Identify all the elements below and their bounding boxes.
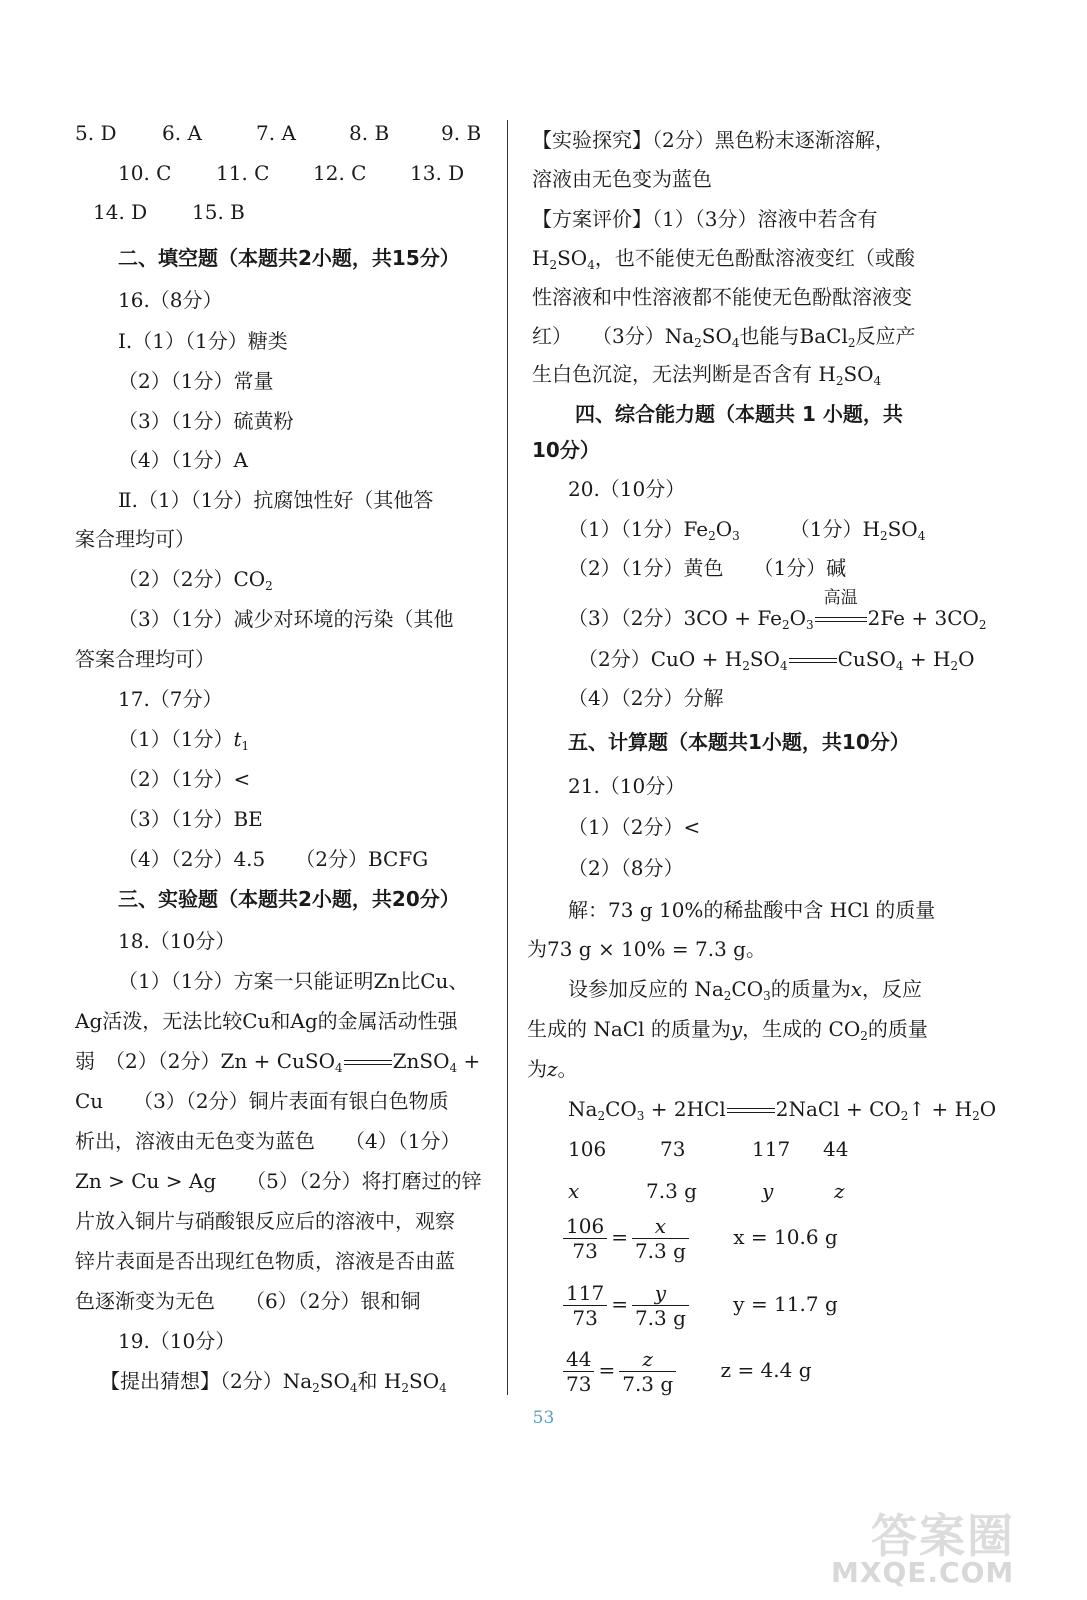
variable: 7.3 g [646, 1179, 697, 1203]
solution-line: 设参加反应的 $Na_2CO_3$的质量为x，反应 [568, 977, 923, 1003]
q16-line: （2）（1分）常量 [118, 369, 274, 393]
section-4-title-cont: 10分） [532, 438, 600, 462]
q21-header: 21.（10分） [568, 774, 686, 798]
q19-line: 【方案评价】（1）（3分）溶液中若含有 [532, 207, 878, 231]
column-divider [507, 120, 508, 1395]
q16-line: （2）（2分）$CO_2$ [118, 567, 273, 593]
q17-line: （3）（1分）BE [118, 807, 263, 831]
section-4-title: 四、综合能力题（本题共 1 小题，共 [575, 402, 903, 426]
q18-line: 色逐渐变为无色 （6）（2分）银和铜 [75, 1289, 421, 1313]
section-5-title: 五、计算题（本题共1小题，共10分） [568, 730, 910, 754]
q16-header: 16.（8分） [118, 288, 223, 312]
solution-line: 为z。 [527, 1057, 578, 1081]
q18-line: Ag活泼，无法比较Cu和Ag的金属活动性强 [75, 1009, 458, 1033]
q20-equation-1: （3）（2分）$3CO + Fe_2O_3$ 高温 $2Fe + 3CO_2$ [568, 588, 987, 632]
q18-header: 18.（10分） [118, 929, 236, 953]
mc-answer-14: 14. D [93, 200, 148, 224]
variable: z [834, 1179, 845, 1203]
q19-line: 红） （3分）$Na_2SO_4$也能与BaCl$_2$反应产 [532, 324, 916, 350]
q19-line: 【实验探究】（2分）黑色粉末逐渐溶解， [532, 128, 895, 152]
mc-answer-15: 15. B [192, 200, 245, 224]
solution-line: 为73 g × 10% = 7.3 g。 [527, 937, 766, 961]
q19-line: 性溶液和中性溶液都不能使无色酚酞溶液变 [532, 285, 912, 309]
mc-answer-7: 7. A [256, 121, 296, 145]
q17-line: （4）（2分）4.5 （2分）BCFG [118, 847, 429, 871]
q17-header: 17.（7分） [118, 687, 223, 711]
q19-header: 19.（10分） [118, 1329, 236, 1353]
mc-answer-12: 12. C [313, 161, 367, 185]
q19-line: $H_2SO_4$，也不能使无色酚酞溶液变红（或酸 [532, 246, 915, 272]
section-2-title: 二、填空题（本题共2小题，共15分） [118, 246, 460, 270]
q18-line: 锌片表面是否出现红色物质，溶液是否由蓝 [75, 1249, 455, 1273]
q16-line: （3）（1分）硫黄粉 [118, 409, 294, 433]
molar-mass: 73 [660, 1137, 686, 1161]
solution-line: 解：73 g 10%的稀盐酸中含 HCl 的质量 [568, 898, 936, 922]
q20-line: （2）（1分）黄色 （1分）碱 [568, 556, 847, 580]
q16-line: Ⅱ.（1）（1分）抗腐蚀性好（其他答 [118, 488, 434, 512]
variable: y [762, 1179, 774, 1203]
q16-line: （4）（1分）A [118, 448, 248, 472]
proportion-2: $\frac{117}{73}$ = $\frac{y}{7.3 g}$ y = 11.7 g [563, 1281, 838, 1330]
q20-equation-2: （2分）$CuO + H_2SO_4$ CuSO$_4$ + $H_2O$ [578, 647, 975, 673]
q16-line: （3）（1分）减少对环境的污染（其他 [118, 607, 454, 631]
q20-line: （4）（2分）分解 [568, 686, 724, 710]
q17-line: （2）（1分）< [118, 767, 251, 791]
q18-line: Zn > Cu > Ag （5）（2分）将打磨过的锌 [75, 1169, 482, 1193]
q18-line: Cu （3）（2分）铜片表面有银白色物质 [75, 1089, 449, 1113]
q18-line: （1）（1分）方案一只能证明Zn比Cu、 [118, 969, 469, 993]
molar-mass: 106 [568, 1137, 607, 1161]
mc-answer-11: 11. C [216, 161, 270, 185]
watermark-logo: 答案圈 MXQE.COM [831, 1509, 1015, 1589]
proportion-3: $\frac{44}{73}$ = $\frac{z}{7.3 g}$ z = 4.4 g [563, 1347, 812, 1396]
q20-line: （1）（1分）$Fe_2O_3$ （1分）$H_2SO_4$ [568, 517, 926, 543]
molar-mass: 44 [823, 1137, 849, 1161]
q17-line: （1）（1分）$t_1$ [118, 727, 250, 753]
reaction-equation: $Na_2CO_3 + 2HCl$ 2NaCl + $CO_2↑ + H_2O$ [568, 1097, 997, 1123]
variable: x [568, 1179, 580, 1203]
section-3-title: 三、实验题（本题共2小题，共20分） [118, 887, 460, 911]
q18-line: 析出，溶液由无色变为蓝色 （4）（1分） [75, 1129, 461, 1153]
mc-answer-13: 13. D [410, 161, 465, 185]
mc-answer-10: 10. C [118, 161, 172, 185]
page-number: 53 [532, 1408, 555, 1428]
mc-answer-8: 8. B [349, 121, 390, 145]
q21-line: （1）（2分）< [568, 815, 701, 839]
mc-answer-5: 5. D [75, 121, 117, 145]
q16-line: 答案合理均可） [75, 647, 215, 671]
q19-line: 溶液由无色变为蓝色 [532, 167, 712, 191]
solution-line: 生成的 NaCl 的质量为y，生成的 $CO_2$的质量 [527, 1017, 928, 1043]
q20-header: 20.（10分） [568, 477, 686, 501]
q21-line: （2）（8分） [568, 856, 684, 880]
q16-line: Ⅰ.（1）（1分）糖类 [118, 329, 288, 353]
proportion-1: $\frac{106}{73}$ = $\frac{x}{7.3 g}$ x = 10.6 g [563, 1214, 838, 1263]
q18-line: 弱 （2）（2分）Zn + CuSO$_4$ ZnSO$_4$ + [75, 1049, 481, 1075]
molar-mass: 117 [752, 1137, 791, 1161]
mc-answer-6: 6. A [162, 121, 202, 145]
q18-line: 片放入铜片与硝酸银反应后的溶液中，观察 [75, 1209, 455, 1233]
mc-answer-9: 9. B [441, 121, 482, 145]
q19-line: 生白色沉淀，无法判断是否含有 $H_2SO_4$ [532, 362, 882, 388]
q16-line: 案合理均可） [75, 527, 195, 551]
q19-guess: 【提出猜想】（2分）$Na_2SO_4$和 $H_2SO_4$ [100, 1369, 447, 1395]
